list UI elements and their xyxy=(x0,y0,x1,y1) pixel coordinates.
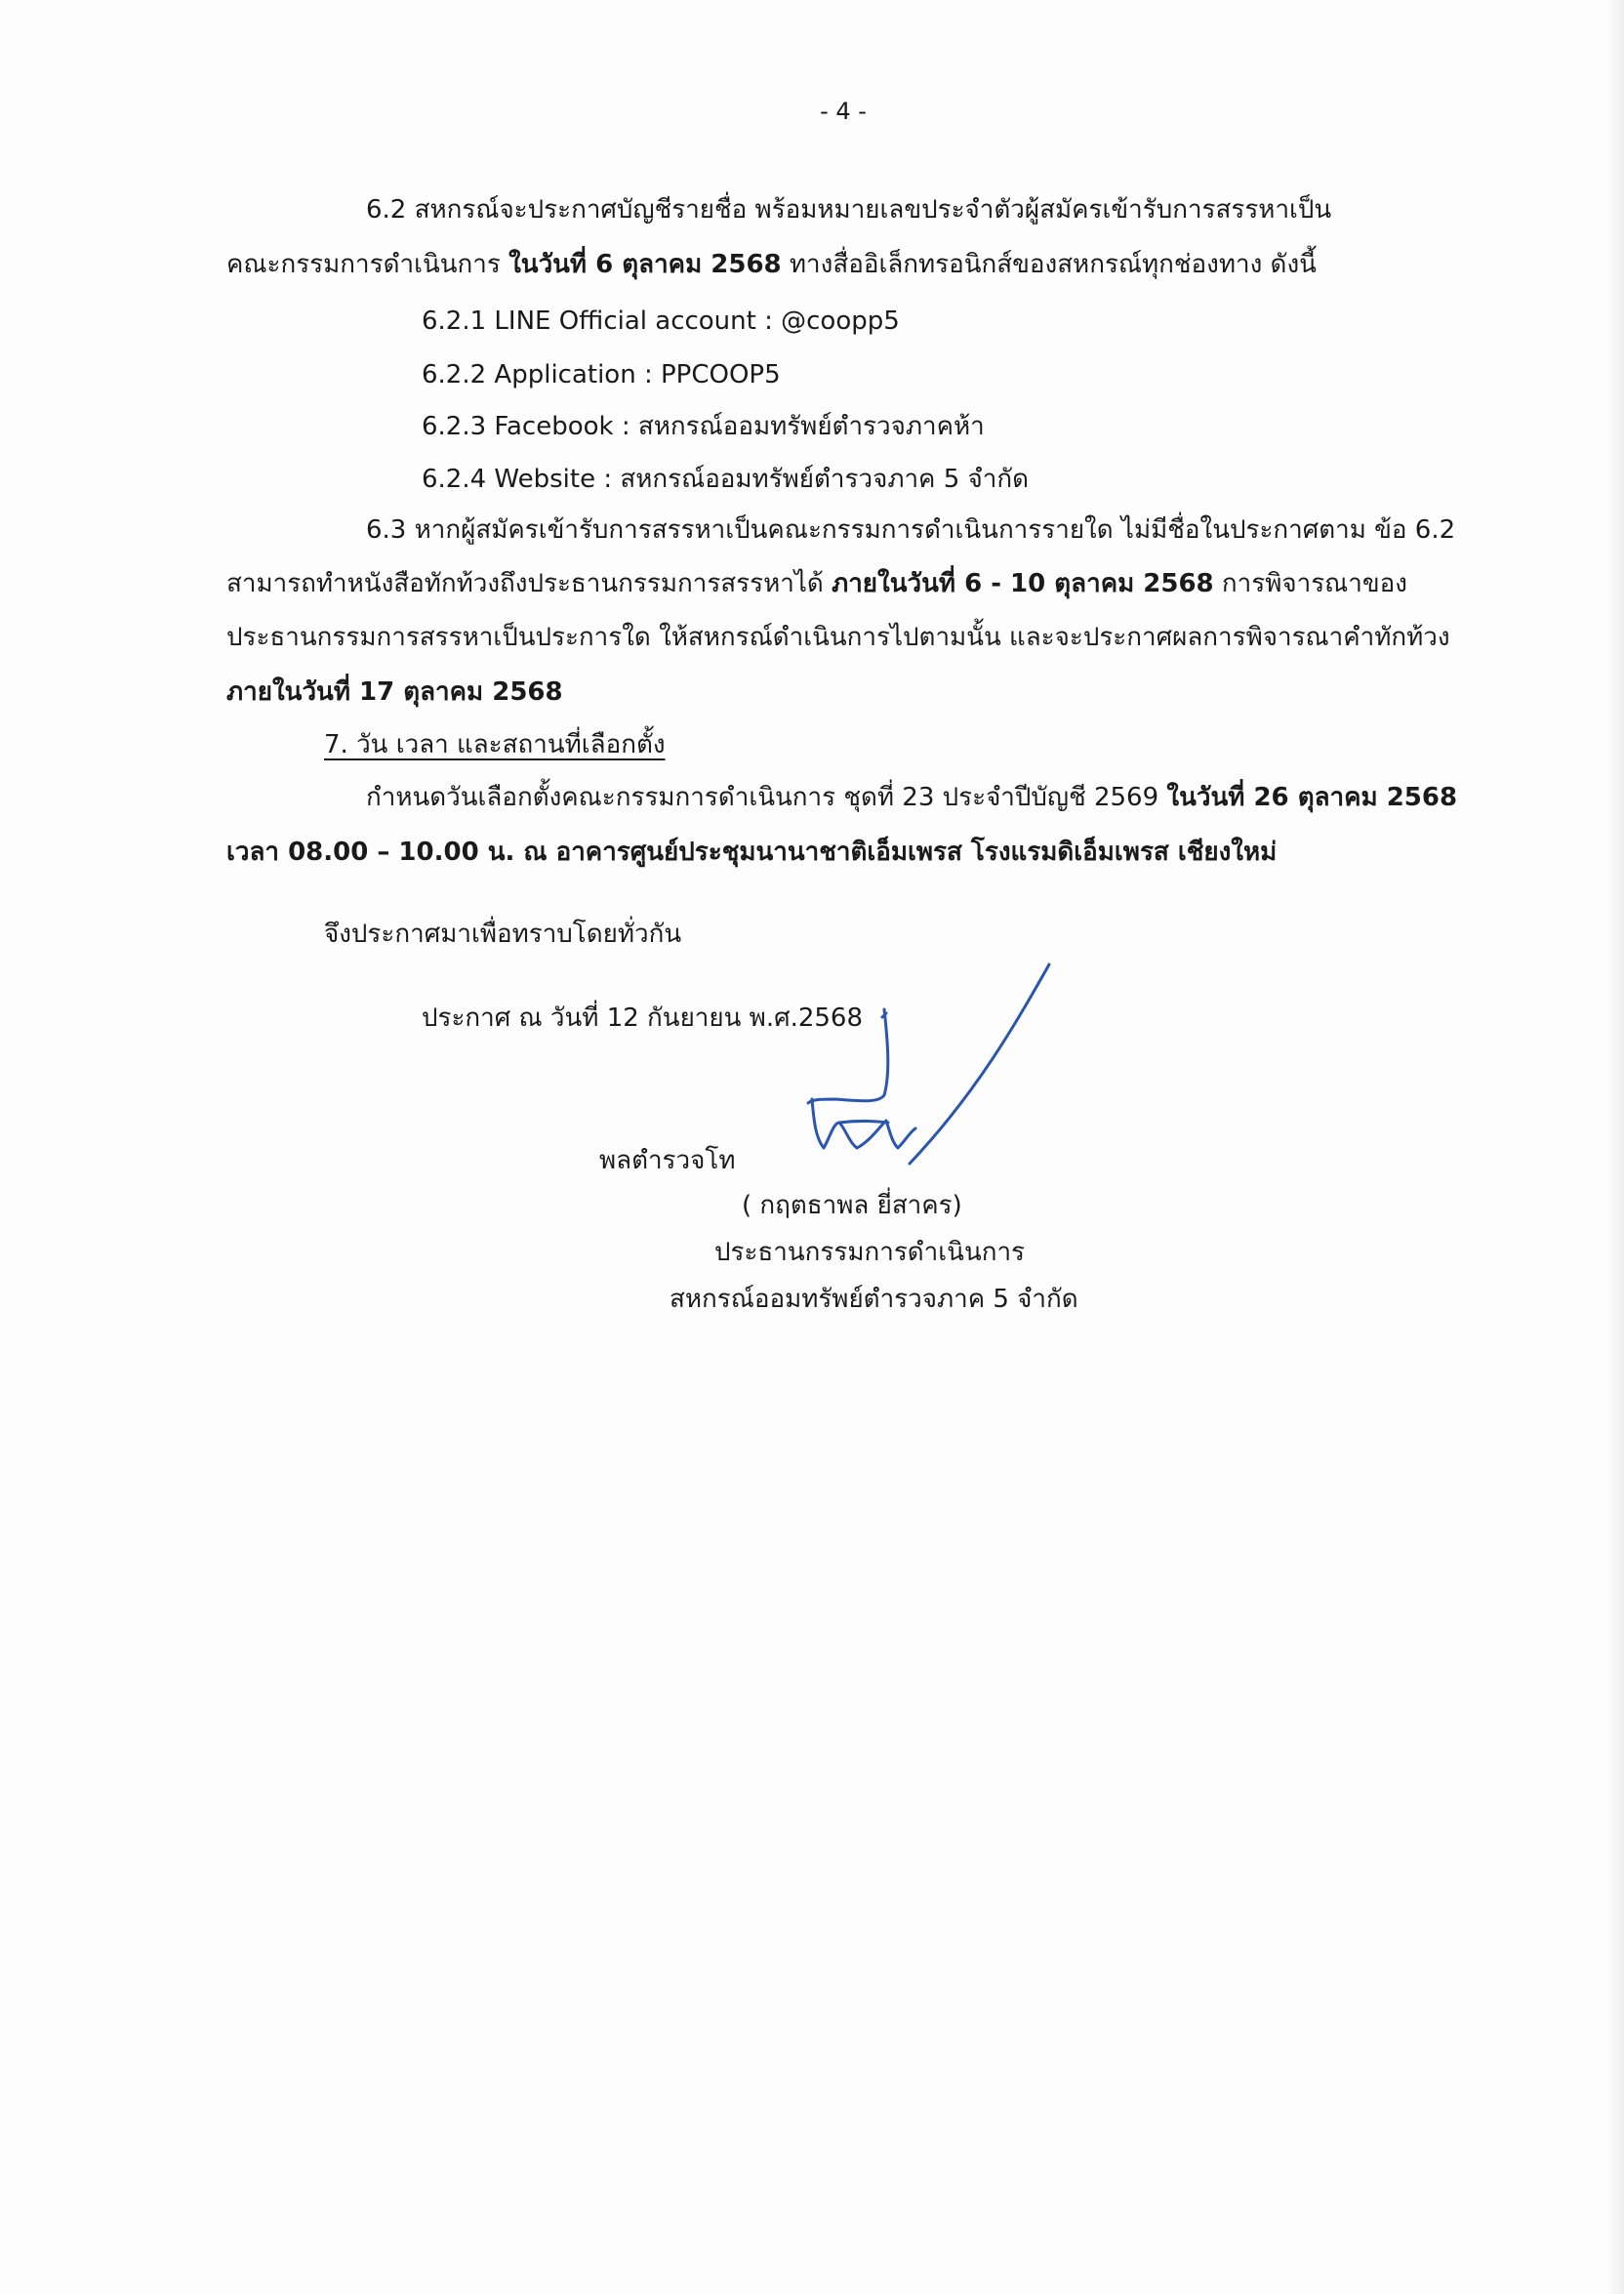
signatory-position: ประธานกรรมการดำเนินการ xyxy=(714,1238,1026,1267)
section-6-2-line-2 xyxy=(226,248,1317,281)
section-6-2-line-1: 6.2 สหกรณ์จะประกาศบัญชีรายชื่อ พร้อมหมายเลขประจำตัวผู้สมัครเข้ารับการสรรหาเป็น xyxy=(366,195,1332,225)
scan-shadow-edge xyxy=(1606,0,1624,2294)
signatory-organization: สหกรณ์ออมทรัพย์ตำรวจภาค 5 จำกัด xyxy=(670,1285,1078,1314)
signatory-name: ( กฤตธาพล ยี่สาคร) xyxy=(742,1191,962,1220)
page-number: - 4 - xyxy=(820,98,867,125)
channel-website: 6.2.4 Website : สหกรณ์ออมทรัพย์ตำรวจภาค 5 จำกัด xyxy=(422,465,1029,494)
section-6-3-line-3: ประธานกรรมการสรรหาเป็นประการใด ให้สหกรณ์ดำเนินการไปตามนั้น และจะประกาศผลการพิจารณาคำทักท้วง xyxy=(226,623,1450,652)
section-6-3-line-1: 6.3 หากผู้สมัครเข้ารับการสรรหาเป็นคณะกรรมการดำเนินการรายใด ไม่มีชื่อในประกาศตาม ข้อ 6.2 xyxy=(366,515,1456,545)
announcement-date: ประกาศ ณ วันที่ 12 กันยายน พ.ศ.2568 xyxy=(422,1004,864,1033)
channel-application: 6.2.2 Application : PPCOOP5 xyxy=(422,360,781,389)
section-6-2-line-2-text-a: คณะกรรมการดำเนินการ xyxy=(226,250,509,279)
election-date: ในวันที่ 26 ตุลาคม 2568 xyxy=(1166,783,1458,812)
section-6-3-line-2-text-a: สามารถทำหนังสือทักท้วงถึงประธานกรรมการสรรหาได้ xyxy=(226,569,832,598)
section-6-2-line-2-text-b: ทางสื่ออิเล็กทรอนิกส์ของสหกรณ์ทุกช่องทาง ดังนี้ xyxy=(781,250,1317,279)
closing-notice: จึงประกาศมาเพื่อทราบโดยทั่วกัน xyxy=(324,920,682,949)
election-time-venue: เวลา 08.00 – 10.00 น. ณ อาคารศูนย์ประชุมนานาชาติเอ็มเพรส โรงแรมดิเอ็มเพรส เชียงใหม่ xyxy=(226,838,1278,867)
channel-facebook: 6.2.3 Facebook : สหกรณ์ออมทรัพย์ตำรวจภาคห้า xyxy=(422,412,985,441)
section-6-3-result-date: ภายในวันที่ 17 ตุลาคม 2568 xyxy=(226,677,563,707)
signatory-rank: พลตำรวจโท xyxy=(599,1146,736,1175)
handwritten-signature xyxy=(800,957,1064,1171)
section-7-line-1-text: กำหนดวันเลือกตั้งคณะกรรมการดำเนินการ ชุดที่ 23 ประจำปีบัญชี 2569 xyxy=(366,783,1167,812)
section-6-3-line-2 xyxy=(226,567,1407,600)
section-7-line-1 xyxy=(366,781,1457,814)
section-6-3-objection-period: ภายในวันที่ 6 - 10 ตุลาคม 2568 xyxy=(832,569,1214,598)
section-7-heading: 7. วัน เวลา และสถานที่เลือกตั้ง xyxy=(324,730,666,759)
section-6-3-line-2-text-b: การพิจารณาของ xyxy=(1213,569,1407,598)
channel-line: 6.2.1 LINE Official account : @coopp5 xyxy=(422,307,900,336)
section-6-2-announce-date: ในวันที่ 6 ตุลาคม 2568 xyxy=(508,250,782,279)
